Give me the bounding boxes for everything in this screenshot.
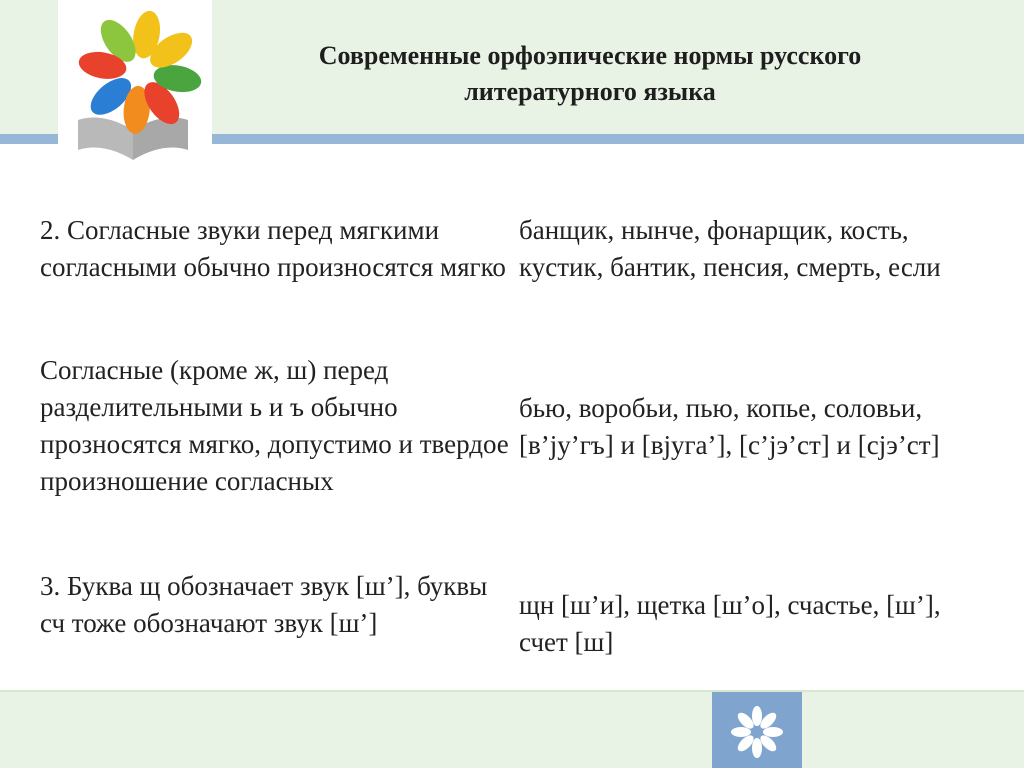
- logo: [58, 0, 212, 172]
- examples-text-2: бью, воробьи, пью, копье, соловьи, [в’ју’гъ] и [вјуга’], [с’јэ’ст] и [сјэ’ст]: [519, 393, 940, 460]
- footer-band: [0, 692, 1024, 768]
- rule-text-1: 2. Согласные звуки перед мягкими согласными обычно произносятся мягко: [40, 215, 506, 282]
- page-title: Современные орфоэпические нормы русского литературного языка: [318, 41, 862, 106]
- snowflake-hands-icon: [712, 692, 802, 768]
- hands-flower-book-icon: [58, 0, 212, 172]
- examples-text-1: банщик, нынче, фонарщик, кость, кустик, бантик, пенсия, смерть, если: [519, 215, 941, 282]
- rule-text-3: 3. Буква щ обозначает звук [ш’], буквы сч тоже обозначают звук [ш’]: [40, 571, 488, 638]
- examples-text-3: щн [ш’и], щетка [ш’о], счастье, [ш’], счет [ш]: [519, 590, 941, 657]
- rule-text-2: Согласные (кроме ж, ш) перед разделительными ь и ъ обычно прозносятся мягко, допустимо и твердое произношение согласных: [40, 355, 509, 496]
- footer-logo: [712, 692, 802, 768]
